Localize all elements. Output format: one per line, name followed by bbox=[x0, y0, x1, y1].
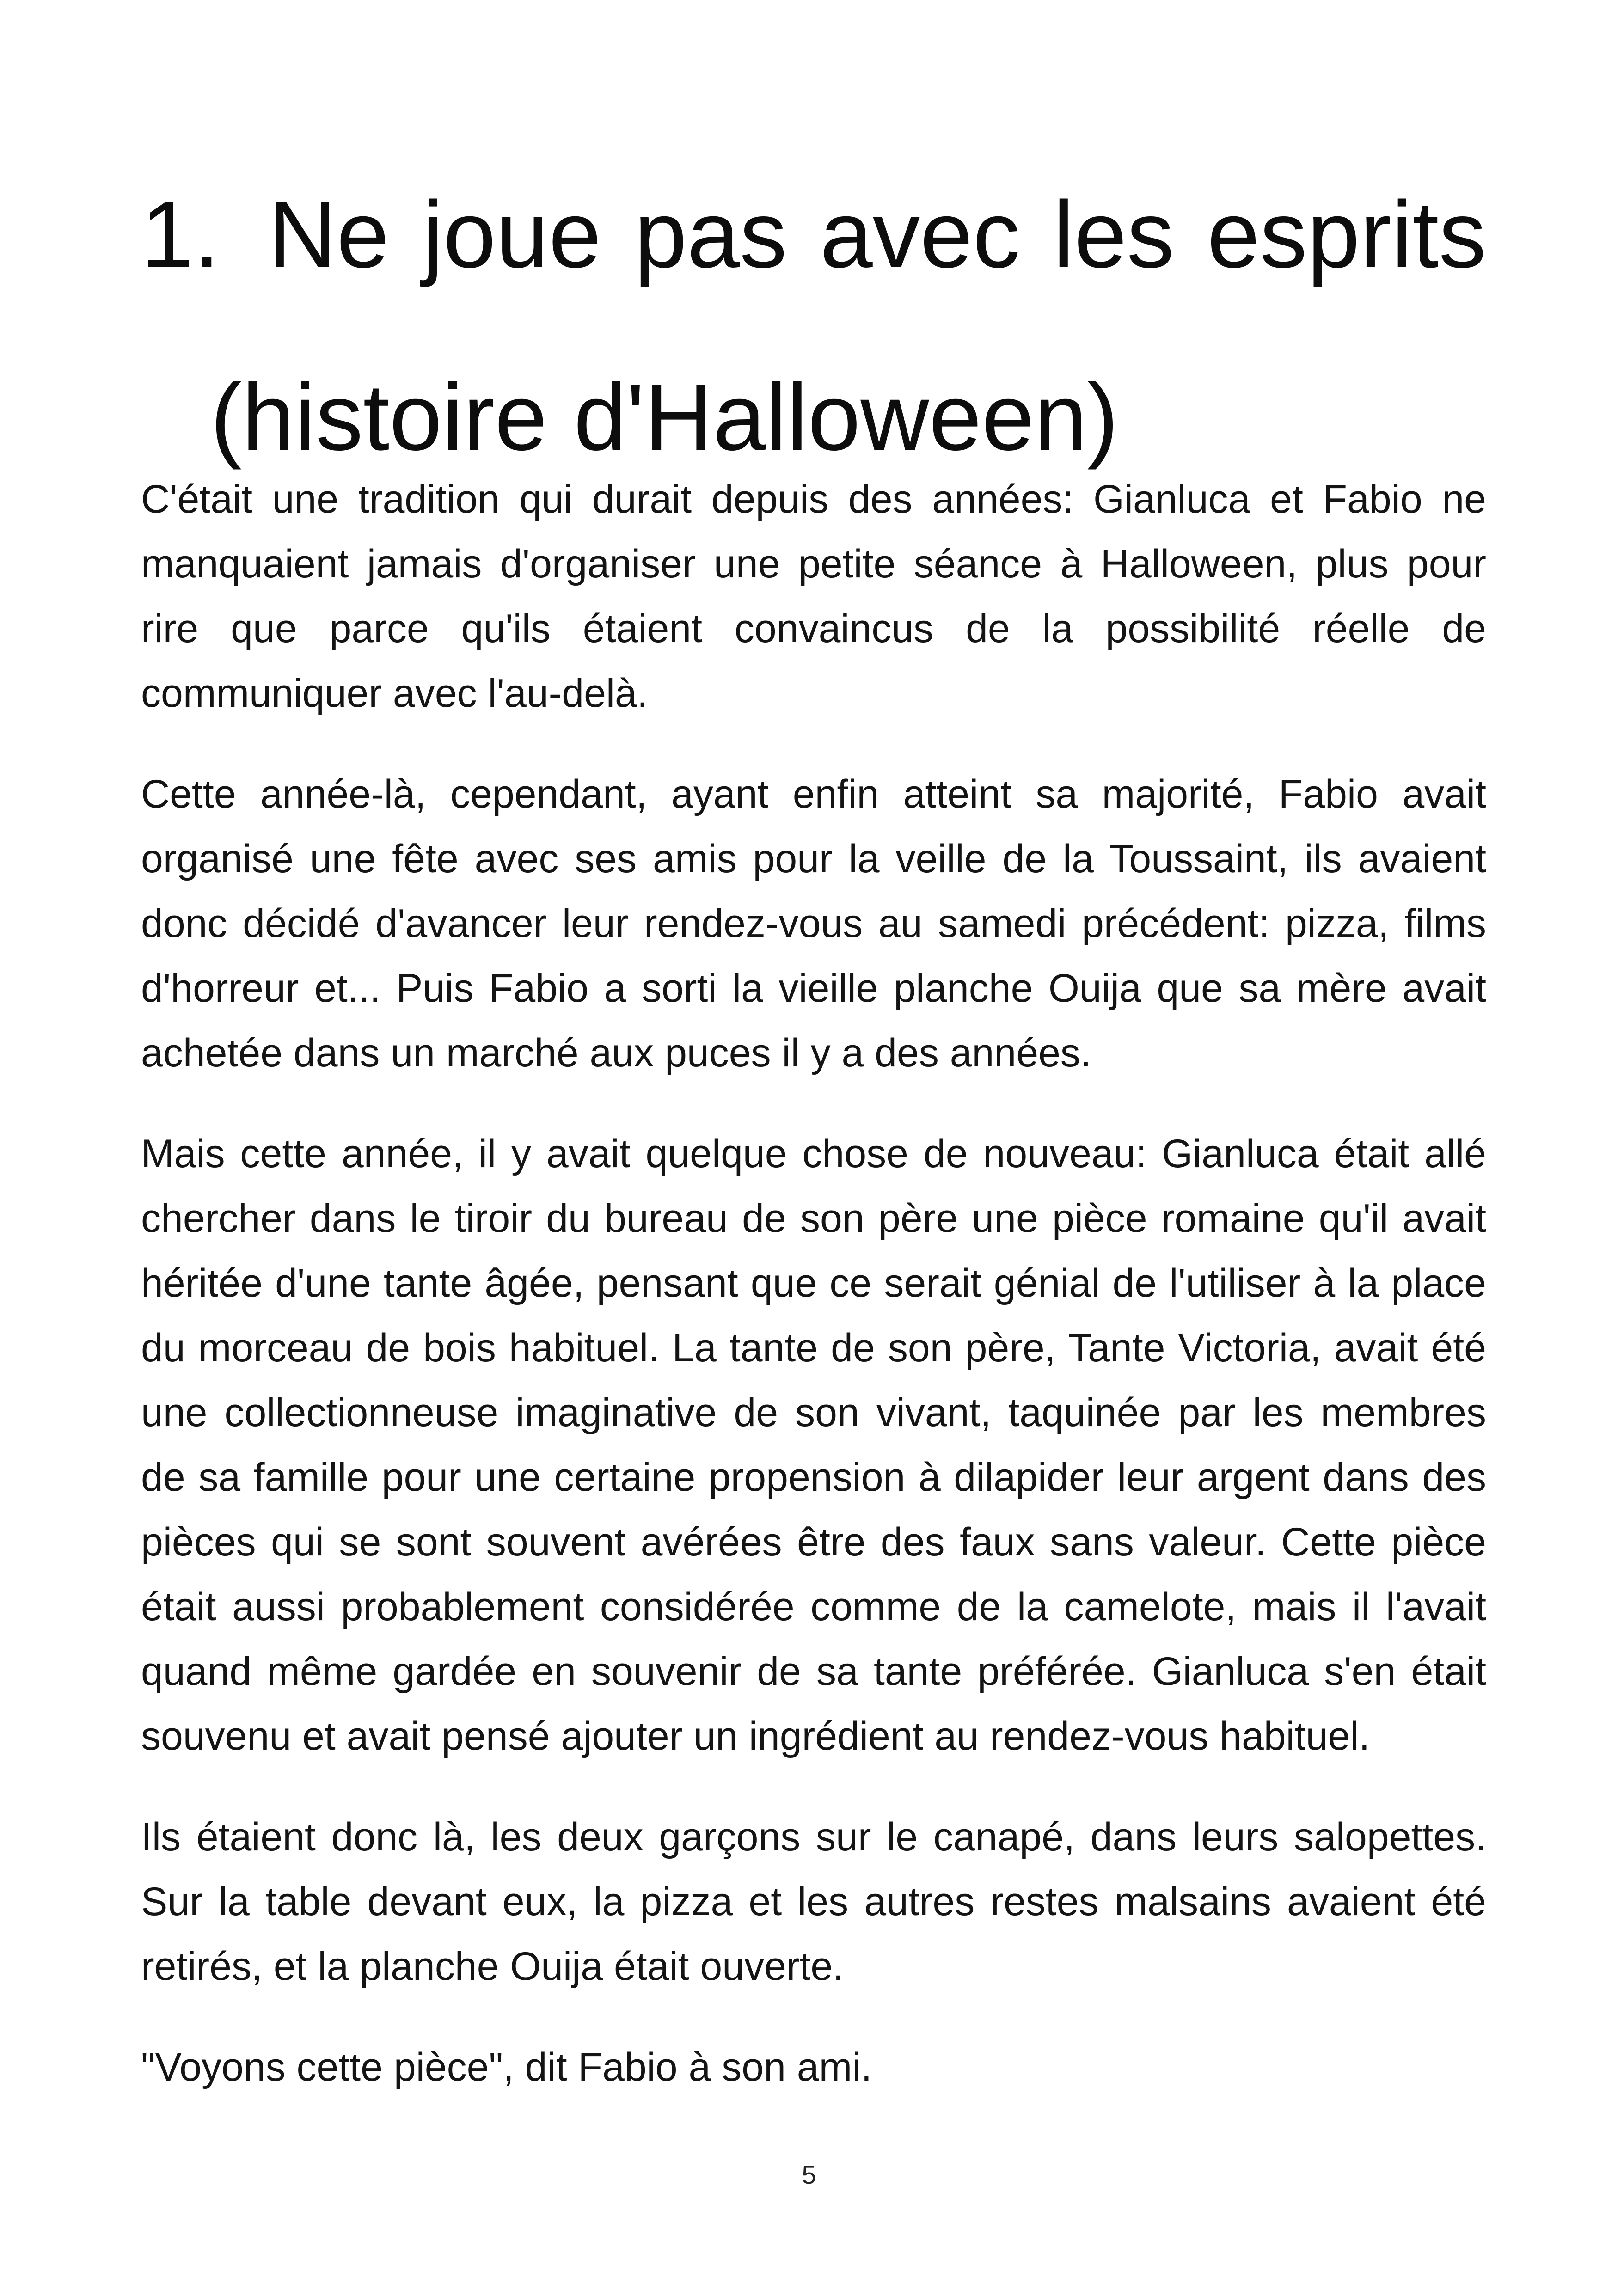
chapter-subtitle: (histoire d'Halloween) bbox=[210, 364, 1119, 470]
paragraph-1: C'était une tradition qui durait depuis des années: Gianluca et Fabio ne manquaient jamais d'organiser une petite séance à Halloween, plus pour rire que parce qu'ils étaient convaincus de la possibilité réelle de communiquer avec l'au-delà. bbox=[141, 477, 1486, 716]
page-number: 5 bbox=[802, 2160, 816, 2189]
paragraph-4: Ils étaient donc là, les deux garçons sur le canapé, dans leurs salopettes. Sur la table devant eux, la pizza et les autres restes malsains avaient été retirés, et la planche Ouija était ouverte. bbox=[141, 1815, 1486, 1989]
paragraph-5: "Voyons cette pièce", dit Fabio à son ami. bbox=[141, 2045, 872, 2089]
chapter-number: 1. bbox=[141, 182, 220, 288]
chapter-title bbox=[141, 143, 1486, 508]
body-text bbox=[141, 467, 1486, 2136]
chapter-title-text: Ne joue pas avec les esprits bbox=[268, 182, 1486, 288]
chapter-title-line-1 bbox=[141, 143, 1486, 326]
paragraph-3: Mais cette année, il y avait quelque chose de nouveau: Gianluca était allé chercher dans le tiroir du bureau de son père une pièce romaine qu'il avait héritée d'une tante âgée, pensant que ce serait génial de l'utiliser à la place du morceau de bois habituel. La tante de son père, Tante Victoria, avait été une collectionneuse imaginative de son vivant, taquinée par les membres de sa famille pour une certaine propension à dilapider leur argent dans des pièces qui se sont souvent avérées être des faux sans valeur. Cette pièce était aussi probablement considérée comme de la camelote, mais il l'avait quand même gardée en souvenir de sa tante préférée. Gianluca s'en était souvenu et avait pensé ajouter un ingrédient au rendez-vous habituel. bbox=[141, 1132, 1486, 1758]
paragraph-2: Cette année-là, cependant, ayant enfin atteint sa majorité, Fabio avait organisé une fête avec ses amis pour la veille de la Toussaint, ils avaient donc décidé d'avancer leur rendez-vous au samedi précédent: pizza, films d'horreur et... Puis Fabio a sorti la vieille planche Ouija que sa mère avait achetée dans un marché aux puces il y a des années. bbox=[141, 772, 1486, 1075]
